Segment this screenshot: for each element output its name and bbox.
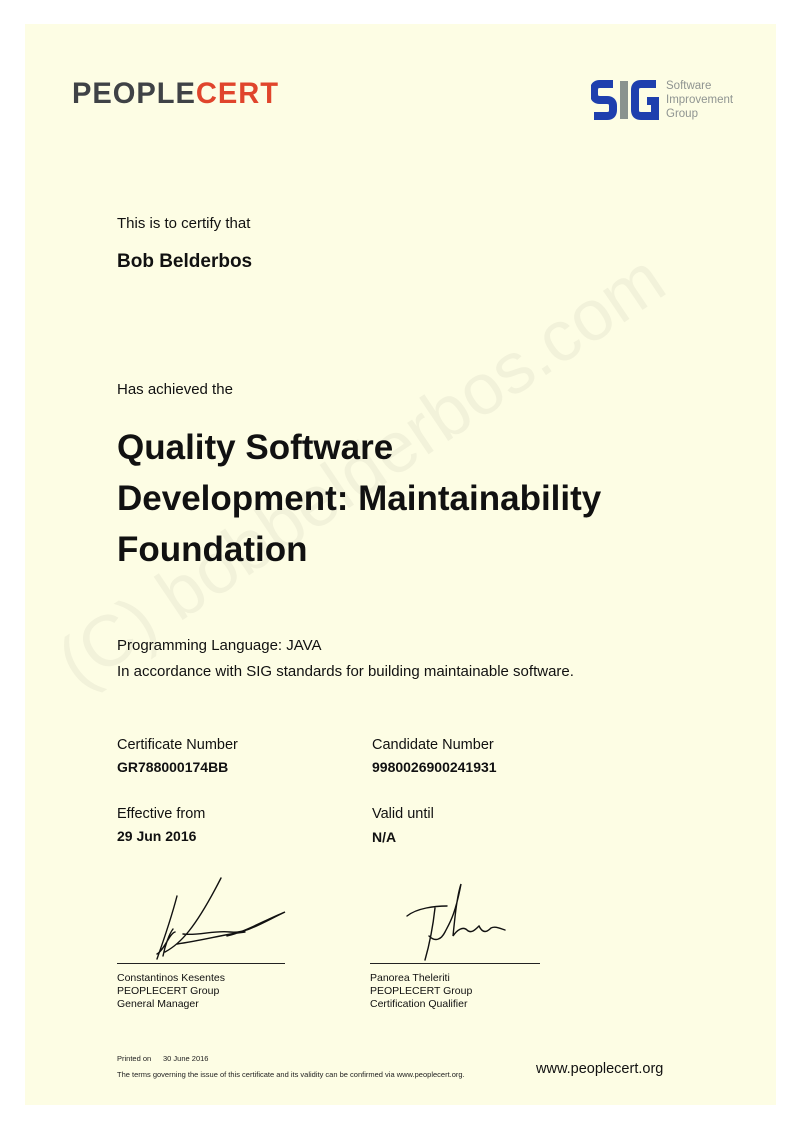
printed-on-label: Printed on — [117, 1054, 152, 1063]
effective-from-label: Effective from — [117, 806, 206, 822]
sig-text-line-2: Improvement — [666, 94, 734, 106]
certification-title — [117, 422, 737, 575]
certificate-number: GR788000174BB — [117, 759, 229, 775]
recipient-name: Bob Belderbos — [117, 251, 253, 272]
signature-line-2 — [370, 963, 540, 964]
sig-text-line-3: Group — [666, 108, 698, 120]
standards-statement: In accordance with SIG standards for building maintainable software. — [117, 663, 574, 680]
signatory-1-role: General Manager — [117, 998, 199, 1010]
peoplecert-logo — [72, 77, 279, 111]
effective-date: 29 Jun 2016 — [117, 828, 197, 844]
valid-until-label: Valid until — [372, 806, 434, 822]
title-line-1: Quality Software — [117, 428, 394, 467]
certificate-sheet — [25, 24, 776, 1105]
certificate-number-label: Certificate Number — [117, 737, 238, 753]
title-line-2: Development: Maintainability — [117, 479, 602, 518]
signatory-2-name: Panorea Theleriti — [370, 972, 450, 984]
candidate-number-label: Candidate Number — [372, 737, 494, 753]
valid-until-value: N/A — [372, 829, 397, 845]
signatory-1-org: PEOPLECERT Group — [117, 985, 220, 997]
signature-line-1 — [117, 963, 285, 964]
signature-image-2 — [395, 876, 525, 966]
signatory-1 — [117, 972, 225, 1011]
sig-logo-text — [666, 79, 733, 121]
website-link[interactable]: www.peoplecert.org — [536, 1061, 664, 1077]
logo-text-cert: CERT — [195, 77, 279, 110]
signature-image-1 — [135, 874, 295, 964]
candidate-number: 9980026900241931 — [372, 759, 497, 775]
achieved-label: Has achieved the — [117, 381, 233, 398]
certify-intro: This is to certify that — [117, 215, 251, 232]
signatory-1-name: Constantinos Kesentes — [117, 972, 225, 984]
title-line-3: Foundation — [117, 530, 308, 569]
programming-language: Programming Language: JAVA — [117, 637, 322, 654]
sig-text-line-1: Software — [666, 80, 712, 92]
signatory-2-role: Certification Qualifier — [370, 998, 468, 1010]
signatory-2-org: PEOPLECERT Group — [370, 985, 473, 997]
printed-on-date: 30 June 2016 — [163, 1054, 209, 1063]
signatory-2 — [370, 972, 472, 1011]
logo-text-people: PEOPLE — [72, 77, 196, 110]
sig-logo-mark — [591, 77, 659, 123]
terms-statement: The terms governing the issue of this certificate and its validity can be confirmed via www.peoplecert.org. — [117, 1070, 465, 1079]
